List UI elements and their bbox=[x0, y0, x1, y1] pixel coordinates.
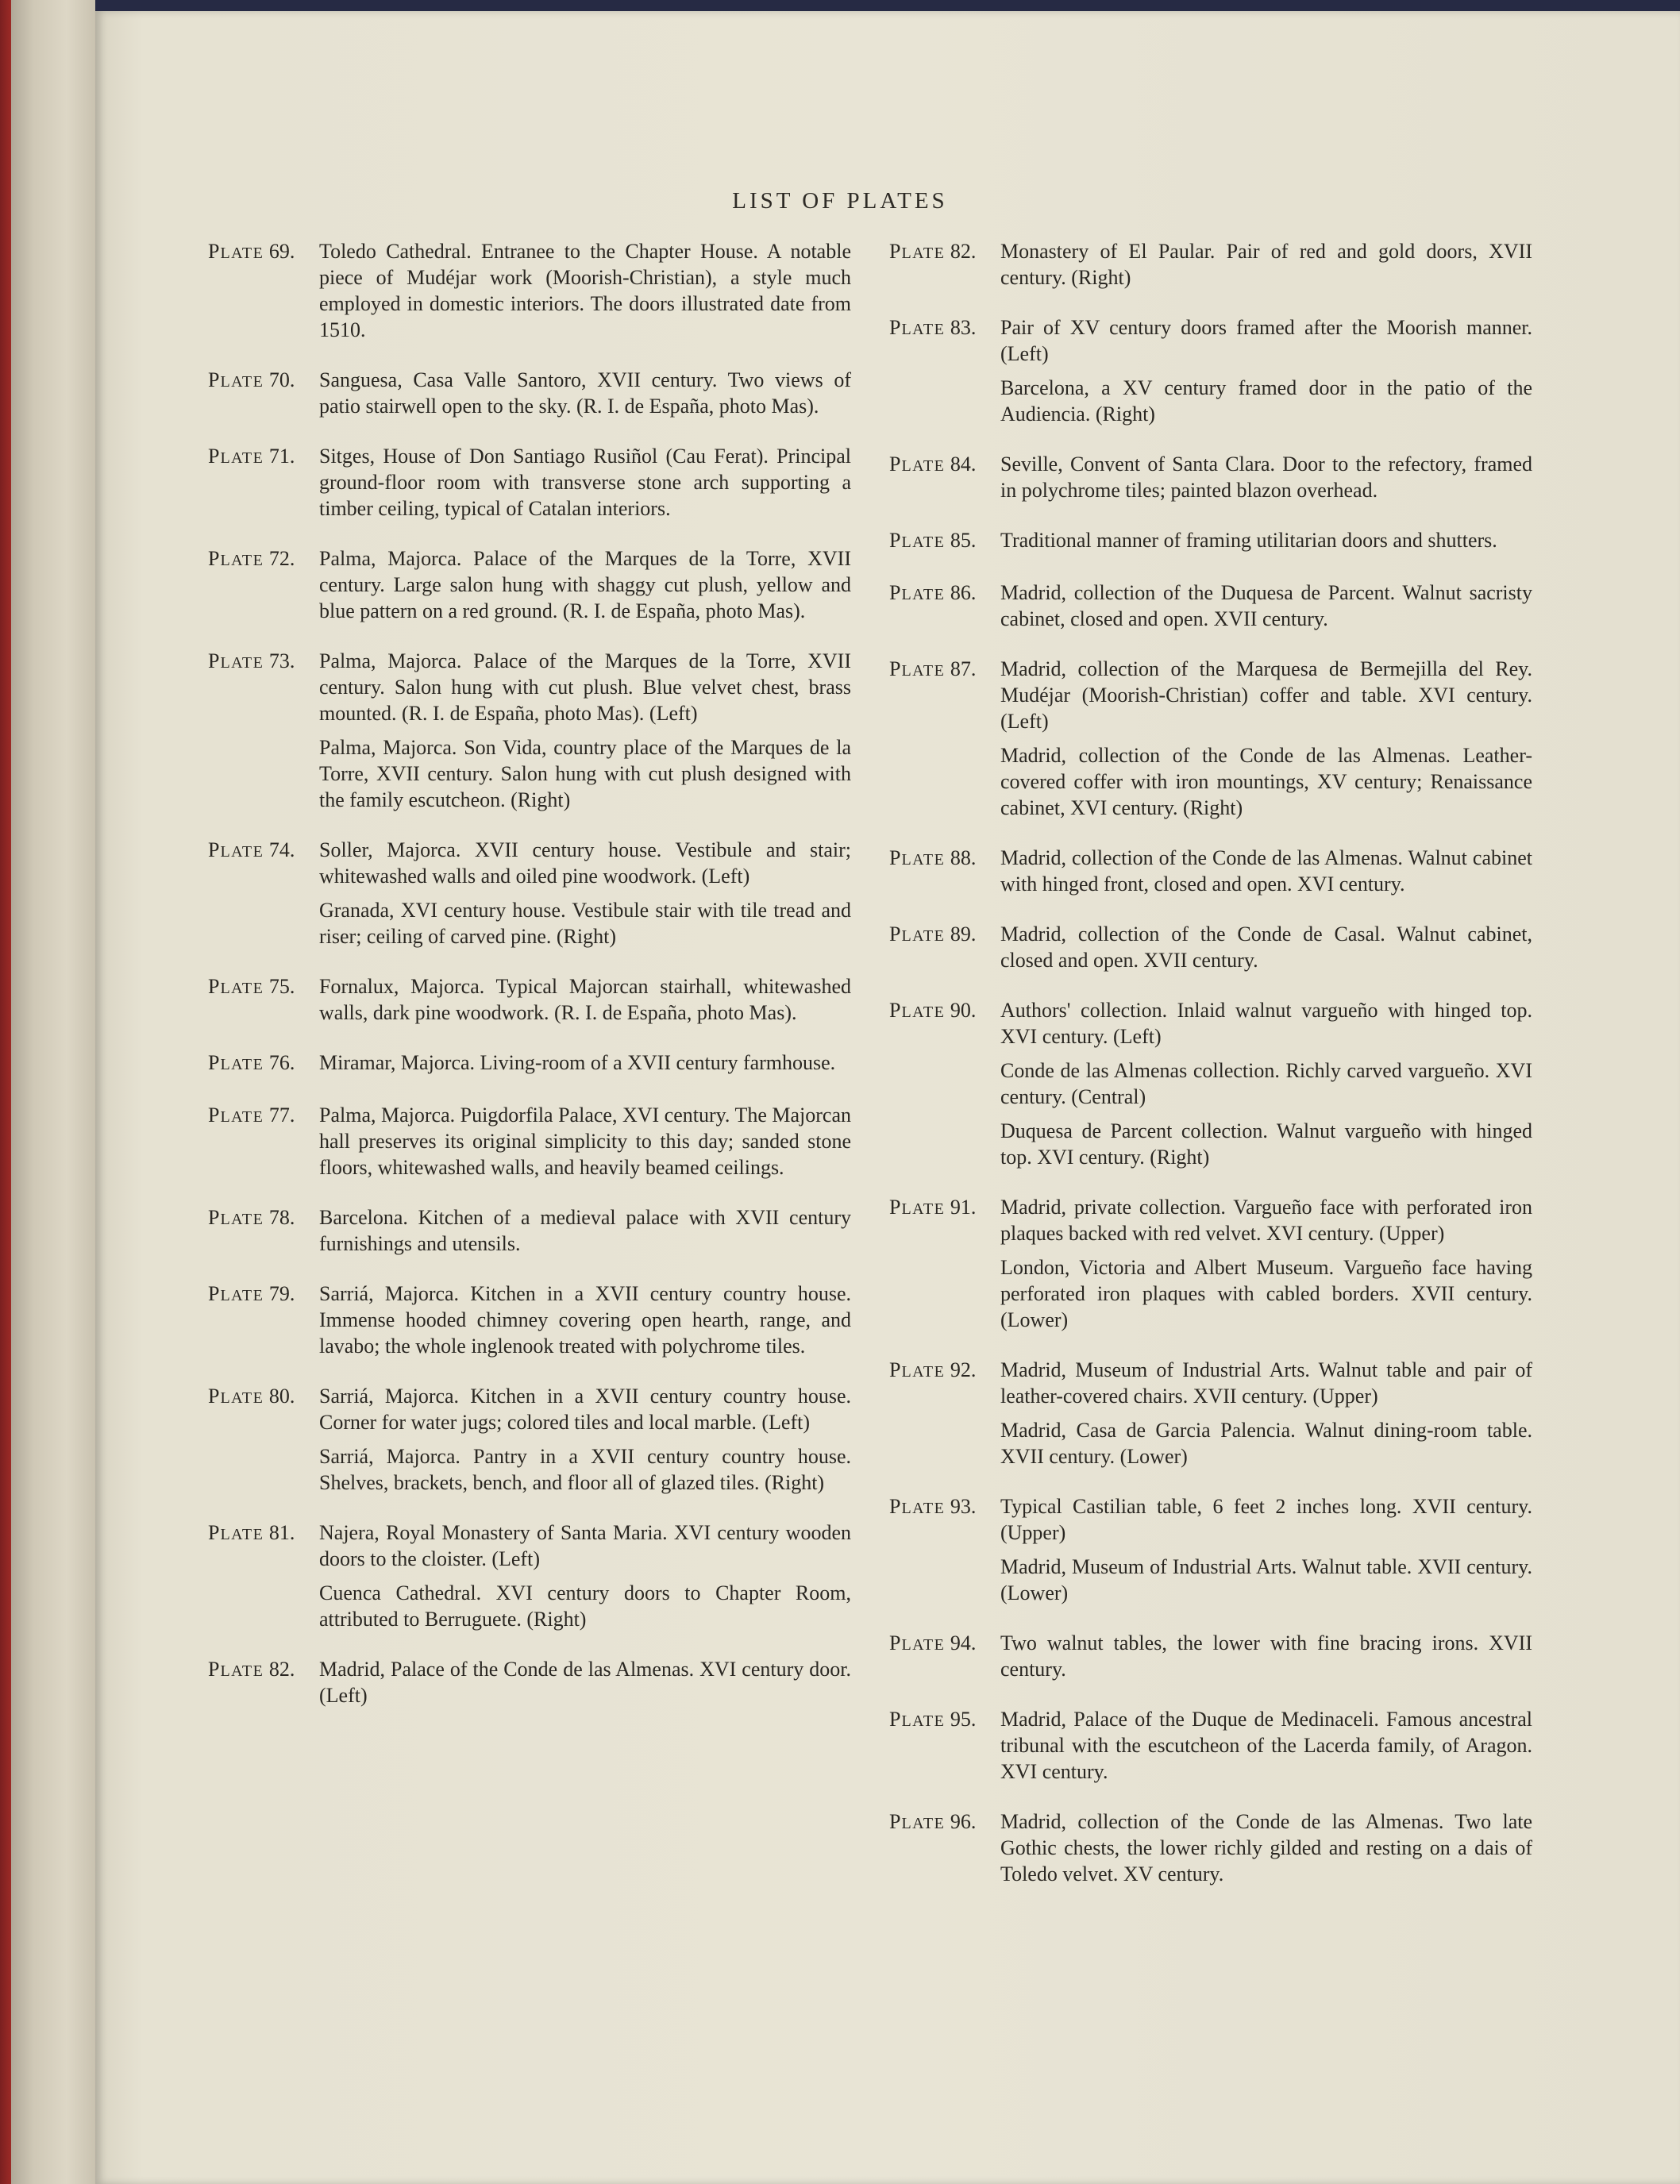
plate-entry bbox=[889, 314, 1532, 427]
plate-description bbox=[1000, 451, 1532, 503]
plate-number: 84. bbox=[950, 453, 977, 476]
plate-description bbox=[1000, 921, 1532, 973]
plate-number: 87. bbox=[950, 657, 977, 680]
plate-number: 75. bbox=[268, 975, 295, 998]
plate-label-word: LATE bbox=[901, 1003, 946, 1021]
plate-caption: Madrid, Casa de Garcia Palencia. Walnut dining-room table. XVII century. (Lower) bbox=[1000, 1419, 1532, 1468]
plate-label bbox=[208, 367, 319, 395]
plate-number: 80. bbox=[268, 1385, 295, 1408]
plate-label-word: LATE bbox=[901, 1200, 946, 1218]
plate-entry bbox=[889, 845, 1532, 897]
plate-caption: Palma, Majorca. Palace of the Marques de la Torre, XVII century. Salon hung with cut plush. Blue velvet chest, brass mounted. (R. I. de España, photo Mas). (Left) bbox=[319, 649, 851, 725]
book-cover-edge bbox=[0, 0, 11, 2184]
plate-label-word: LATE bbox=[220, 1287, 264, 1304]
plate-label-word: LATE bbox=[901, 533, 946, 551]
plate-label-initial: P bbox=[889, 316, 902, 339]
plate-number: 81. bbox=[268, 1521, 295, 1544]
plate-caption: Authors' collection. Inlaid walnut vargueño with hinged top. XVI century. (Left) bbox=[1000, 999, 1532, 1048]
plate-label-word: LATE bbox=[220, 980, 264, 997]
plate-entry bbox=[208, 1383, 851, 1496]
plate-label-word: LATE bbox=[220, 373, 264, 391]
plate-description bbox=[319, 367, 851, 419]
plate-label-initial: P bbox=[889, 581, 902, 604]
plate-caption: Palma, Majorca. Palace of the Marques de la Torre, XVII century. Large salon hung with shaggy cut plush, yellow and blue pattern on a red ground. (R. I. de España, photo Mas). bbox=[319, 547, 851, 622]
plate-entry bbox=[889, 1357, 1532, 1469]
plate-caption: Madrid, collection of the Duquesa de Parcent. Walnut sacristy cabinet, closed and open. XVII century. bbox=[1000, 581, 1532, 630]
plate-caption: Traditional manner of framing utilitarian doors and shutters. bbox=[1000, 529, 1497, 552]
plate-description bbox=[1000, 1357, 1532, 1469]
plate-caption: Madrid, Palace of the Duque de Medinaceli. Famous ancestral tribunal with the escutcheon of the Lacerda family, of Aragon. XVI century. bbox=[1000, 1708, 1532, 1783]
plate-entry bbox=[208, 1204, 851, 1257]
plate-label-initial: P bbox=[889, 1358, 902, 1381]
plate-description bbox=[319, 648, 851, 813]
plate-label bbox=[889, 238, 1000, 267]
plate-entry bbox=[889, 527, 1532, 556]
plate-label-initial: P bbox=[208, 1282, 221, 1305]
plate-number: 73. bbox=[268, 649, 295, 672]
plate-description bbox=[1000, 1706, 1532, 1785]
plate-label-word: LATE bbox=[220, 654, 264, 672]
plate-description bbox=[1000, 656, 1532, 821]
plate-number: 78. bbox=[268, 1206, 295, 1229]
plate-caption: Duquesa de Parcent collection. Walnut vargueño with hinged top. XVI century. (Right) bbox=[1000, 1119, 1532, 1169]
plate-entry bbox=[208, 1520, 851, 1632]
plate-label-initial: P bbox=[889, 923, 902, 946]
plate-description bbox=[1000, 1808, 1532, 1887]
plate-label bbox=[889, 451, 1000, 480]
plate-number: 82. bbox=[950, 240, 977, 263]
plate-label bbox=[889, 1194, 1000, 1223]
plate-entry bbox=[208, 837, 851, 949]
plate-label-initial: P bbox=[208, 240, 221, 263]
plate-label bbox=[889, 314, 1000, 343]
plate-description bbox=[319, 1281, 851, 1359]
plate-caption: Sitges, House of Don Santiago Rusiñol (Cau Ferat). Principal ground-floor room with transverse stone arch supporting a timber ceiling, typical of Catalan interiors. bbox=[319, 445, 851, 520]
plate-entry bbox=[889, 238, 1532, 291]
plate-caption: Sanguesa, Casa Valle Santoro, XVII century. Two views of patio stairwell open to the sky. (R. I. de España, photo Mas). bbox=[319, 368, 851, 418]
plate-description bbox=[319, 545, 851, 624]
plate-number: 85. bbox=[950, 529, 977, 552]
plate-description bbox=[319, 1656, 851, 1708]
plate-caption: Seville, Convent of Santa Clara. Door to the refectory, framed in polychrome tiles; painted blazon overhead. bbox=[1000, 453, 1532, 502]
plate-number: 86. bbox=[950, 581, 977, 604]
plate-number: 74. bbox=[268, 838, 295, 861]
plate-description bbox=[1000, 1630, 1532, 1682]
plate-caption: Toledo Cathedral. Entranee to the Chapter House. A notable piece of Mudéjar work (Moorish-Christian), a style much employed in domestic interiors. The doors illustrated date from 1510. bbox=[319, 240, 851, 341]
plate-label-initial: P bbox=[208, 649, 221, 672]
plate-number: 72. bbox=[268, 547, 295, 570]
plate-caption: Sarriá, Majorca. Kitchen in a XVII century country house. Immense hooded chimney covering open hearth, range, and lavabo; the whole inglenook treated with polychrome tiles. bbox=[319, 1282, 851, 1358]
plate-label bbox=[889, 527, 1000, 556]
plate-label bbox=[889, 997, 1000, 1026]
plate-label-word: LATE bbox=[901, 662, 946, 680]
plate-label-word: LATE bbox=[901, 1636, 946, 1654]
plate-caption: Madrid, Museum of Industrial Arts. Walnut table and pair of leather-covered chairs. XVII century. (Upper) bbox=[1000, 1358, 1532, 1408]
plate-entry bbox=[208, 648, 851, 813]
plate-description bbox=[319, 973, 851, 1026]
plate-label bbox=[208, 1656, 319, 1685]
plate-label bbox=[889, 1493, 1000, 1522]
plate-label-word: LATE bbox=[901, 586, 946, 603]
plate-entry bbox=[889, 921, 1532, 973]
plate-number: 94. bbox=[950, 1631, 977, 1654]
plate-description bbox=[1000, 527, 1532, 553]
plate-number: 91. bbox=[950, 1196, 977, 1219]
plate-label-word: LATE bbox=[220, 1389, 264, 1407]
plate-description bbox=[1000, 314, 1532, 427]
plate-description bbox=[319, 1102, 851, 1181]
plate-caption: Madrid, collection of the Conde de Casal. Walnut cabinet, closed and open. XVII century. bbox=[1000, 923, 1532, 972]
plate-entry bbox=[208, 1656, 851, 1708]
plate-description bbox=[1000, 1493, 1532, 1606]
plate-entry bbox=[208, 973, 851, 1026]
plate-label-word: LATE bbox=[901, 1500, 946, 1517]
plate-caption: Madrid, collection of the Conde de las Almenas. Leather-covered coffer with iron mountings, XV century; Renaissance cabinet, XVI century. (Right) bbox=[1000, 744, 1532, 819]
plate-number: 70. bbox=[268, 368, 295, 391]
plate-entry bbox=[208, 238, 851, 343]
plate-label-word: LATE bbox=[901, 321, 946, 338]
plate-caption: Sarriá, Majorca. Pantry in a XVII century country house. Shelves, brackets, bench, and floor all of glazed tiles. (Right) bbox=[319, 1445, 851, 1494]
plate-label-initial: P bbox=[889, 1495, 902, 1518]
plate-label bbox=[889, 845, 1000, 873]
plate-label-word: LATE bbox=[901, 1815, 946, 1832]
plate-label-initial: P bbox=[889, 999, 902, 1022]
plate-number: 79. bbox=[268, 1282, 295, 1305]
plate-caption: Madrid, Museum of Industrial Arts. Walnut table. XVII century. (Lower) bbox=[1000, 1555, 1532, 1604]
plate-entry bbox=[208, 1050, 851, 1078]
plate-label-word: LATE bbox=[220, 449, 264, 467]
plate-number: 93. bbox=[950, 1495, 977, 1518]
plate-label bbox=[889, 1808, 1000, 1837]
plate-label bbox=[208, 1383, 319, 1412]
plate-number: 89. bbox=[950, 923, 977, 946]
plate-label-initial: P bbox=[208, 445, 221, 468]
plate-description bbox=[1000, 238, 1532, 291]
facing-page-edge bbox=[0, 0, 95, 2184]
plate-label bbox=[208, 973, 319, 1002]
plate-entry bbox=[889, 580, 1532, 632]
plate-label-initial: P bbox=[889, 657, 902, 680]
plate-label-initial: P bbox=[208, 1658, 221, 1681]
plate-number: 77. bbox=[268, 1104, 295, 1127]
plate-label-word: LATE bbox=[901, 851, 946, 869]
plate-entry bbox=[889, 1194, 1532, 1333]
plate-entry bbox=[889, 997, 1532, 1170]
plate-label-initial: P bbox=[889, 1631, 902, 1654]
plate-caption: Soller, Majorca. XVII century house. Vestibule and stair; whitewashed walls and oiled pine woodwork. (Left) bbox=[319, 838, 851, 888]
plate-caption: Barcelona, a XV century framed door in the patio of the Audiencia. (Right) bbox=[1000, 376, 1532, 426]
plate-label bbox=[208, 443, 319, 472]
plate-label bbox=[889, 580, 1000, 608]
plate-label-word: LATE bbox=[901, 457, 946, 475]
plate-description bbox=[319, 238, 851, 343]
plate-label-initial: P bbox=[208, 1051, 221, 1074]
plate-label-initial: P bbox=[889, 1196, 902, 1219]
plate-caption: Madrid, private collection. Vargueño face with perforated iron plaques backed with red velvet. XVI century. (Upper) bbox=[1000, 1196, 1532, 1245]
plate-entry bbox=[889, 1630, 1532, 1682]
plate-description bbox=[319, 443, 851, 522]
plate-entry bbox=[889, 1706, 1532, 1785]
plate-label bbox=[889, 1630, 1000, 1658]
plate-caption: Najera, Royal Monastery of Santa Maria. XVI century wooden doors to the cloister. (Left) bbox=[319, 1521, 851, 1570]
plate-number: 69. bbox=[268, 240, 295, 263]
plate-label bbox=[208, 1204, 319, 1233]
plate-label-initial: P bbox=[208, 547, 221, 570]
plate-label-word: LATE bbox=[220, 1108, 264, 1126]
plate-label bbox=[889, 656, 1000, 684]
plate-label-initial: P bbox=[208, 1104, 221, 1127]
plate-description bbox=[319, 837, 851, 949]
plate-caption: Barcelona. Kitchen of a medieval palace with XVII century furnishings and utensils. bbox=[319, 1206, 851, 1255]
plate-entry bbox=[889, 1808, 1532, 1887]
plate-label-initial: P bbox=[889, 1708, 902, 1731]
plate-caption: Conde de las Almenas collection. Richly carved vargueño. XVI century. (Central) bbox=[1000, 1059, 1532, 1108]
plate-label-initial: P bbox=[889, 1810, 902, 1833]
plate-number: 96. bbox=[950, 1810, 977, 1833]
plate-description bbox=[1000, 997, 1532, 1170]
plate-label bbox=[889, 921, 1000, 949]
plate-label-word: LATE bbox=[220, 245, 264, 262]
plate-description bbox=[319, 1520, 851, 1632]
plate-description bbox=[319, 1383, 851, 1496]
plate-label bbox=[208, 1102, 319, 1131]
plate-caption: Sarriá, Majorca. Kitchen in a XVII century country house. Corner for water jugs; colored tiles and local marble. (Left) bbox=[319, 1385, 851, 1434]
plate-caption: Granada, XVI century house. Vestibule stair with tile tread and riser; ceiling of carved pine. (Right) bbox=[319, 899, 851, 948]
plate-label-initial: P bbox=[889, 240, 902, 263]
plate-caption: Pair of XV century doors framed after the Moorish manner. (Left) bbox=[1000, 316, 1532, 365]
plate-caption: Madrid, collection of the Conde de las Almenas. Walnut cabinet with hinged front, closed and open. XVI century. bbox=[1000, 846, 1532, 896]
plate-caption: Madrid, Palace of the Conde de las Almenas. XVI century door. (Left) bbox=[319, 1658, 851, 1707]
plate-caption: Madrid, collection of the Marquesa de Bermejilla del Rey. Mudéjar (Moorish-Christian) coffer and table. XVI century. (Left) bbox=[1000, 657, 1532, 733]
plate-label-word: LATE bbox=[220, 1211, 264, 1228]
plate-number: 88. bbox=[950, 846, 977, 869]
plate-label-initial: P bbox=[889, 846, 902, 869]
page-title: LIST OF PLATES bbox=[732, 188, 948, 214]
plate-label-initial: P bbox=[889, 529, 902, 552]
plate-description bbox=[1000, 580, 1532, 632]
right-column bbox=[889, 238, 1532, 1911]
plate-label-initial: P bbox=[208, 1521, 221, 1544]
plate-label-initial: P bbox=[208, 1206, 221, 1229]
plate-label-word: LATE bbox=[220, 552, 264, 569]
plate-description bbox=[319, 1050, 851, 1076]
plate-entry bbox=[208, 367, 851, 419]
plate-label-word: LATE bbox=[901, 927, 946, 945]
plate-label bbox=[889, 1706, 1000, 1735]
plate-entry bbox=[889, 1493, 1532, 1606]
plate-label bbox=[208, 837, 319, 865]
plate-description bbox=[319, 1204, 851, 1257]
plate-label-initial: P bbox=[208, 1385, 221, 1408]
plate-number: 92. bbox=[950, 1358, 977, 1381]
plate-description bbox=[1000, 845, 1532, 897]
plate-caption: Typical Castilian table, 6 feet 2 inches long. XVII century. (Upper) bbox=[1000, 1495, 1532, 1544]
plate-entry bbox=[208, 1102, 851, 1181]
plate-label bbox=[889, 1357, 1000, 1385]
plate-label bbox=[208, 238, 319, 267]
plate-entry bbox=[208, 443, 851, 522]
plate-label bbox=[208, 545, 319, 574]
plate-caption: Palma, Majorca. Puigdorfila Palace, XVI century. The Majorcan hall preserves its original simplicity to this day; sanded stone floors, whitewashed walls, and heavily beamed ceilings. bbox=[319, 1104, 851, 1179]
plate-caption: Palma, Majorca. Son Vida, country place of the Marques de la Torre, XVII century. Salon hung with cut plush designed with the family escutcheon. (Right) bbox=[319, 736, 851, 811]
plate-label-word: LATE bbox=[901, 245, 946, 262]
plate-number: 95. bbox=[950, 1708, 977, 1731]
plate-number: 82. bbox=[268, 1658, 295, 1681]
plate-caption: Two walnut tables, the lower with fine bracing irons. XVII century. bbox=[1000, 1631, 1532, 1681]
plate-description bbox=[1000, 1194, 1532, 1333]
plate-number: 76. bbox=[268, 1051, 295, 1074]
plate-number: 71. bbox=[268, 445, 295, 468]
plate-label-word: LATE bbox=[901, 1363, 946, 1381]
left-column bbox=[208, 238, 851, 1732]
plate-caption: London, Victoria and Albert Museum. Vargueño face having perforated iron plaques with cabled borders. XVII century. (Lower) bbox=[1000, 1256, 1532, 1331]
plate-label-word: LATE bbox=[220, 843, 264, 861]
plate-caption: Miramar, Majorca. Living-room of a XVII century farmhouse. bbox=[319, 1051, 836, 1074]
plate-entry bbox=[208, 1281, 851, 1359]
plate-label bbox=[208, 1050, 319, 1078]
plate-number: 83. bbox=[950, 316, 977, 339]
plate-label-initial: P bbox=[208, 975, 221, 998]
plate-label bbox=[208, 1281, 319, 1309]
plate-caption: Madrid, collection of the Conde de las Almenas. Two late Gothic chests, the lower richly gilded and resting on a dais of Toledo velvet. XV century. bbox=[1000, 1810, 1532, 1885]
plate-label bbox=[208, 1520, 319, 1548]
plate-label-word: LATE bbox=[901, 1712, 946, 1730]
plate-label-initial: P bbox=[208, 368, 221, 391]
plate-label-word: LATE bbox=[220, 1662, 264, 1680]
plate-entry bbox=[889, 656, 1532, 821]
plate-entry bbox=[208, 545, 851, 624]
plate-label-word: LATE bbox=[220, 1056, 264, 1073]
plate-caption: Fornalux, Majorca. Typical Majorcan stairhall, whitewashed walls, dark pine woodwork. (R. I. de España, photo Mas). bbox=[319, 975, 851, 1024]
plate-label-initial: P bbox=[889, 453, 902, 476]
plate-label bbox=[208, 648, 319, 676]
plate-label-word: LATE bbox=[220, 1526, 264, 1543]
plate-label-initial: P bbox=[208, 838, 221, 861]
plate-number: 90. bbox=[950, 999, 977, 1022]
plate-entry bbox=[889, 451, 1532, 503]
plate-caption: Monastery of El Paular. Pair of red and gold doors, XVII century. (Right) bbox=[1000, 240, 1532, 289]
plate-caption: Cuenca Cathedral. XVI century doors to Chapter Room, attributed to Berruguete. (Right) bbox=[319, 1581, 851, 1631]
